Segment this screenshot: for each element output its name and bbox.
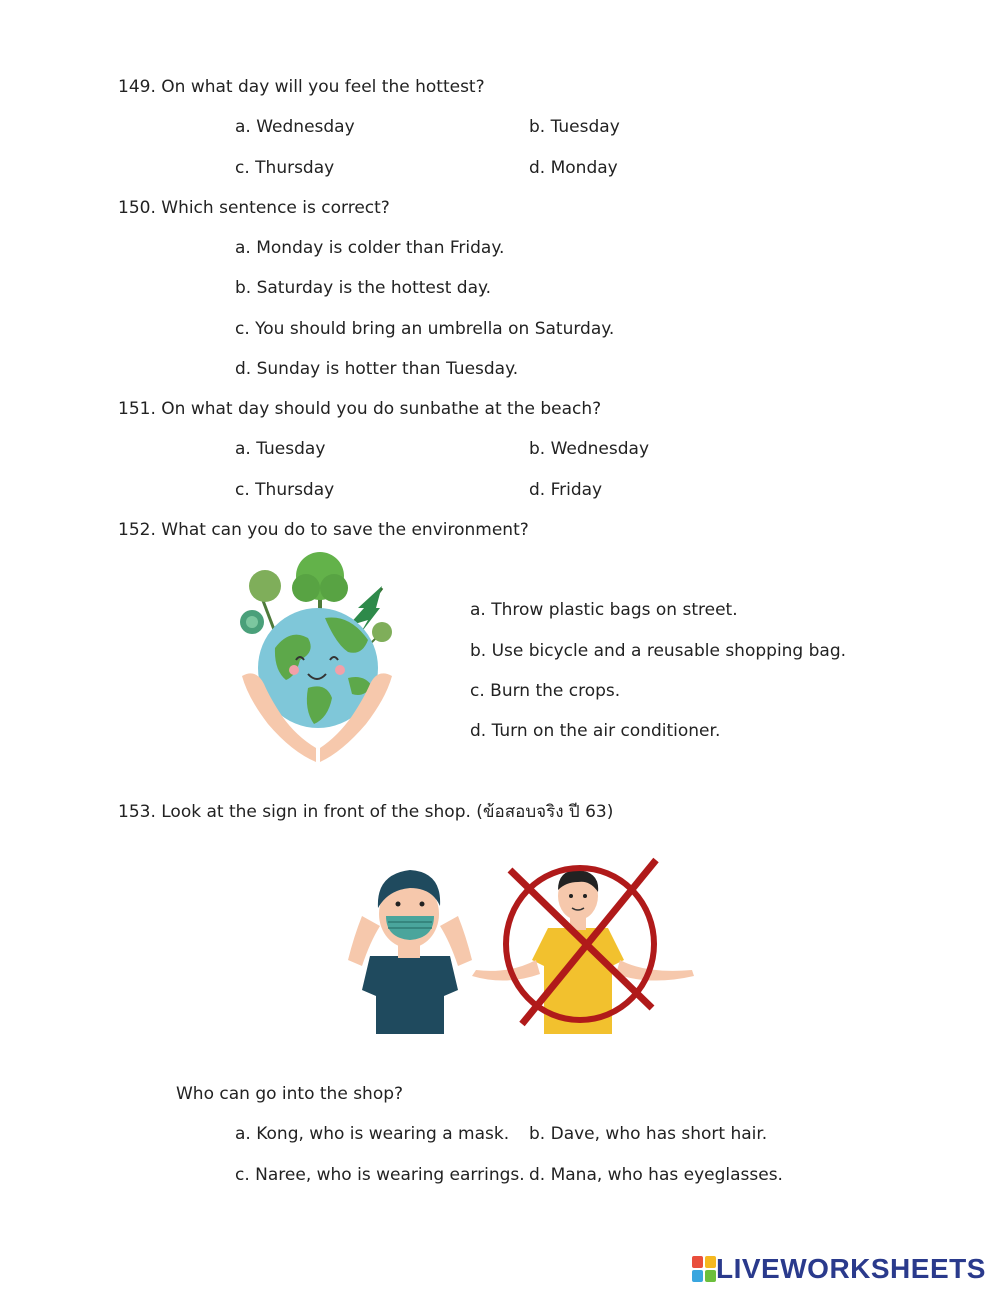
q151-option-a[interactable]: a. Tuesday	[235, 439, 326, 459]
q152-option-b[interactable]: b. Use bicycle and a reusable shopping bag.	[470, 641, 847, 661]
earth-in-hands-illustration	[230, 548, 405, 770]
q150-option-b[interactable]: b. Saturday is the hottest day.	[235, 278, 492, 298]
q152-option-a[interactable]: a. Throw plastic bags on street.	[470, 600, 738, 620]
q152-option-d[interactable]: d. Turn on the air conditioner.	[470, 721, 721, 741]
q153-prompt: Who can go into the shop?	[176, 1084, 404, 1104]
tree-right-icon	[370, 622, 392, 644]
boy-with-mask-icon	[348, 870, 472, 1034]
q150-option-c[interactable]: c. You should bring an umbrella on Saturday.	[235, 319, 615, 339]
question-153: 153. Look at the sign in front of the shop. (ข้อสอบจริง ปี 63)	[118, 802, 614, 822]
q153-option-c[interactable]: c. Naree, who is wearing earrings.	[235, 1165, 525, 1185]
question-149: 149. On what day will you feel the hottest?	[118, 77, 485, 97]
question-151: 151. On what day should you do sunbathe at the beach?	[118, 399, 602, 419]
mask-sign-illustration	[340, 856, 700, 1038]
q149-option-d[interactable]: d. Monday	[529, 158, 618, 178]
q153-option-b[interactable]: b. Dave, who has short hair.	[529, 1124, 768, 1144]
logo-text: LIVEWORKSHEETS	[716, 1253, 986, 1284]
q153-option-a[interactable]: a. Kong, who is wearing a mask.	[235, 1124, 510, 1144]
q151-option-d[interactable]: d. Friday	[529, 480, 603, 500]
q151-option-c[interactable]: c. Thursday	[235, 480, 335, 500]
live-badge-icon	[692, 1256, 716, 1282]
q153-option-d[interactable]: d. Mana, who has eyeglasses.	[529, 1165, 783, 1185]
q151-option-b[interactable]: b. Wednesday	[529, 439, 650, 459]
question-152: 152. What can you do to save the environment?	[118, 520, 529, 540]
q149-option-a[interactable]: a. Wednesday	[235, 117, 355, 137]
q149-option-b[interactable]: b. Tuesday	[529, 117, 620, 137]
q149-option-c[interactable]: c. Thursday	[235, 158, 335, 178]
liveworksheets-logo[interactable]	[692, 1255, 986, 1283]
q150-option-d[interactable]: d. Sunday is hotter than Tuesday.	[235, 359, 519, 379]
q152-option-c[interactable]: c. Burn the crops.	[470, 681, 621, 701]
q150-option-a[interactable]: a. Monday is colder than Friday.	[235, 238, 505, 258]
question-150: 150. Which sentence is correct?	[118, 198, 390, 218]
